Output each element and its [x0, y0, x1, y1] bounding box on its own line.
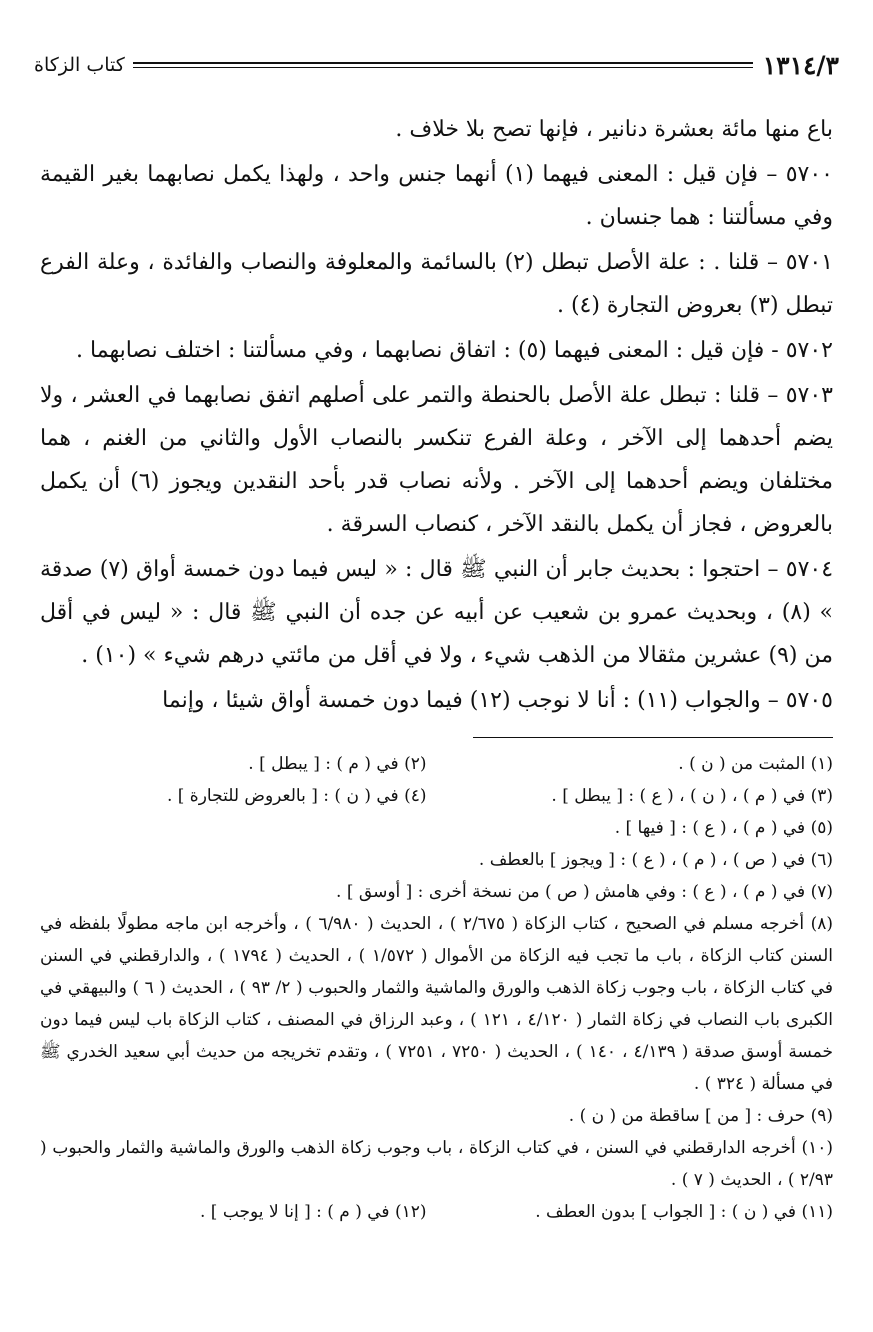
page-header [34, 48, 839, 82]
footnote-row [40, 780, 833, 812]
footnote-3: (٣) في ( م ) ، ( ن ) ، ( ع ) : [ يبطل ] . [551, 786, 833, 806]
footnote-4: (٤) في ( ن ) : [ بالعروض للتجارة ] . [166, 786, 427, 806]
main-text [40, 108, 833, 724]
footnote-12: (١٢) في ( م ) : [ إنا لا يوجب ] . [199, 1202, 427, 1222]
footnote-separator [473, 737, 833, 738]
paragraph: ٥٧٠٥ – والجواب (١١) : أنا لا نوجب (١٢) فيما دون خمسة أواق شيئا ، وإنما [162, 688, 833, 713]
paragraph: ٥٧٠٤ – احتجوا : بحديث جابر أن النبي ﷺ قال : « ليس فيما دون خمسة أواق (٧) صدقة » (٨) ، وبحديث عمرو بن شعيب عن أبيه عن جده أن النبي ﷺ قال : « ليس في أقل من (٩) عشرين مثقالا من الذهب شيء ، ولا في أقل من مائتي درهم شيء » (١٠) . [40, 557, 834, 668]
footnote-5: (٥) في ( م ) ، ( ع ) : [ فيها ] . [614, 818, 833, 838]
footnote-11: (١١) في ( ن ) : [ الجواب ] بدون العطف . [535, 1202, 833, 1222]
footnote-10: (١٠) أخرجه الدارقطني في السنن ، في كتاب الزكاة ، باب وجوب زكاة الذهب والورق والماشية والثمار والحبوب ( ٢/٩٣ ) ، الحديث ( ٧ ) . [40, 1138, 833, 1190]
footnote-9: (٩) حرف : [ من ] ساقطة من ( ن ) . [568, 1106, 833, 1126]
paragraph: ٥٧٠٢ - فإن قيل : المعنى فيهما (٥) : اتفاق نصابهما ، وفي مسألتنا : اختلف نصابهما . [76, 338, 833, 363]
paragraph: ٥٧٠١ – قلنا . : علة الأصل تبطل (٢) بالسائمة والمعلوفة والنصاب والفائدة ، وعلة الفرع تبطل (٣) بعروض التجارة (٤) . [40, 250, 833, 318]
footnotes [40, 748, 833, 1228]
paragraph: ٥٧٠٠ – فإن قيل : المعنى فيهما (١) أنهما جنس واحد ، ولهذا يكمل نصابهما بغير القيمة وفي مسألتنا : هما جنسان . [40, 162, 833, 230]
paragraph: باع منها مائة بعشرة دنانير ، فإنها تصح بلا خلاف . [395, 117, 833, 142]
header-rule [133, 62, 753, 68]
footnote-2: (٢) في ( م ) : [ يبطل ] . [248, 754, 427, 774]
footnote-row [40, 1196, 833, 1228]
footnote-7: (٧) في ( م ) ، ( ع ) : وفي هامش ( ص ) من نسخة أخرى : [ أوسق ] . [336, 882, 833, 902]
book-title: كتاب الزكاة [34, 54, 125, 76]
footnote-1: (١) المثبت من ( ن ) . [678, 754, 833, 774]
page-number: ١٣١٤/٣ [762, 50, 839, 80]
paragraph: ٥٧٠٣ – قلنا : تبطل علة الأصل بالحنطة والتمر على أصلهم اتفق نصابهما في العشر ، ولا يضم أحدهما إلى الآخر ، وعلة الفرع تنكسر بالنصاب الأول والثاني من الغنم ، هما مختلفان ويضم أحدهما إلى الآخر . ولأنه نصاب قدر بأحد النقدين ويجوز (٦) أن يكمل بالعروض ، فجاز أن يكمل بالنقد الآخر ، كنصاب السرقة . [40, 383, 833, 537]
footnote-8: (٨) أخرجه مسلم في الصحيح ، كتاب الزكاة ( ٢/٦٧٥ ) ، الحديث ( ٦/٩٨٠ ) ، وأخرجه ابن ماجه مطولًا بلفظه في السنن كتاب الزكاة ، باب ما تجب فيه الزكاة من الأموال ( ١/٥٧٢ ) ، الحديث ( ١٧٩٤ ) ، والدارقطني في السنن في كتاب الزكاة ، باب وجوب زكاة الذهب والورق والماشية والثمار والحبوب ( ٢/ ٩٣ ) ، الحديث ( ٦ ) والبيهقي في الكبرى باب النصاب في زكاة الثمار ( ٤/١٢٠ ، ١٢١ ) ، وعبد الرزاق في المصنف ، كتاب الزكاة باب ليس فيما دون خمسة أوسق صدقة ( ٤/١٣٩ ، ١٤٠ ) ، الحديث ( ٧٢٥٠ ، ٧٢٥١ ) ، وتقدم تخريجه من حديث أبي سعيد الخدري ﷺ في مسألة ( ٣٢٤ ) . [40, 914, 834, 1094]
footnote-row [40, 748, 833, 780]
footnote-6: (٦) في ( ص ) ، ( م ) ، ( ع ) : [ ويجوز ] بالعطف . [478, 850, 833, 870]
